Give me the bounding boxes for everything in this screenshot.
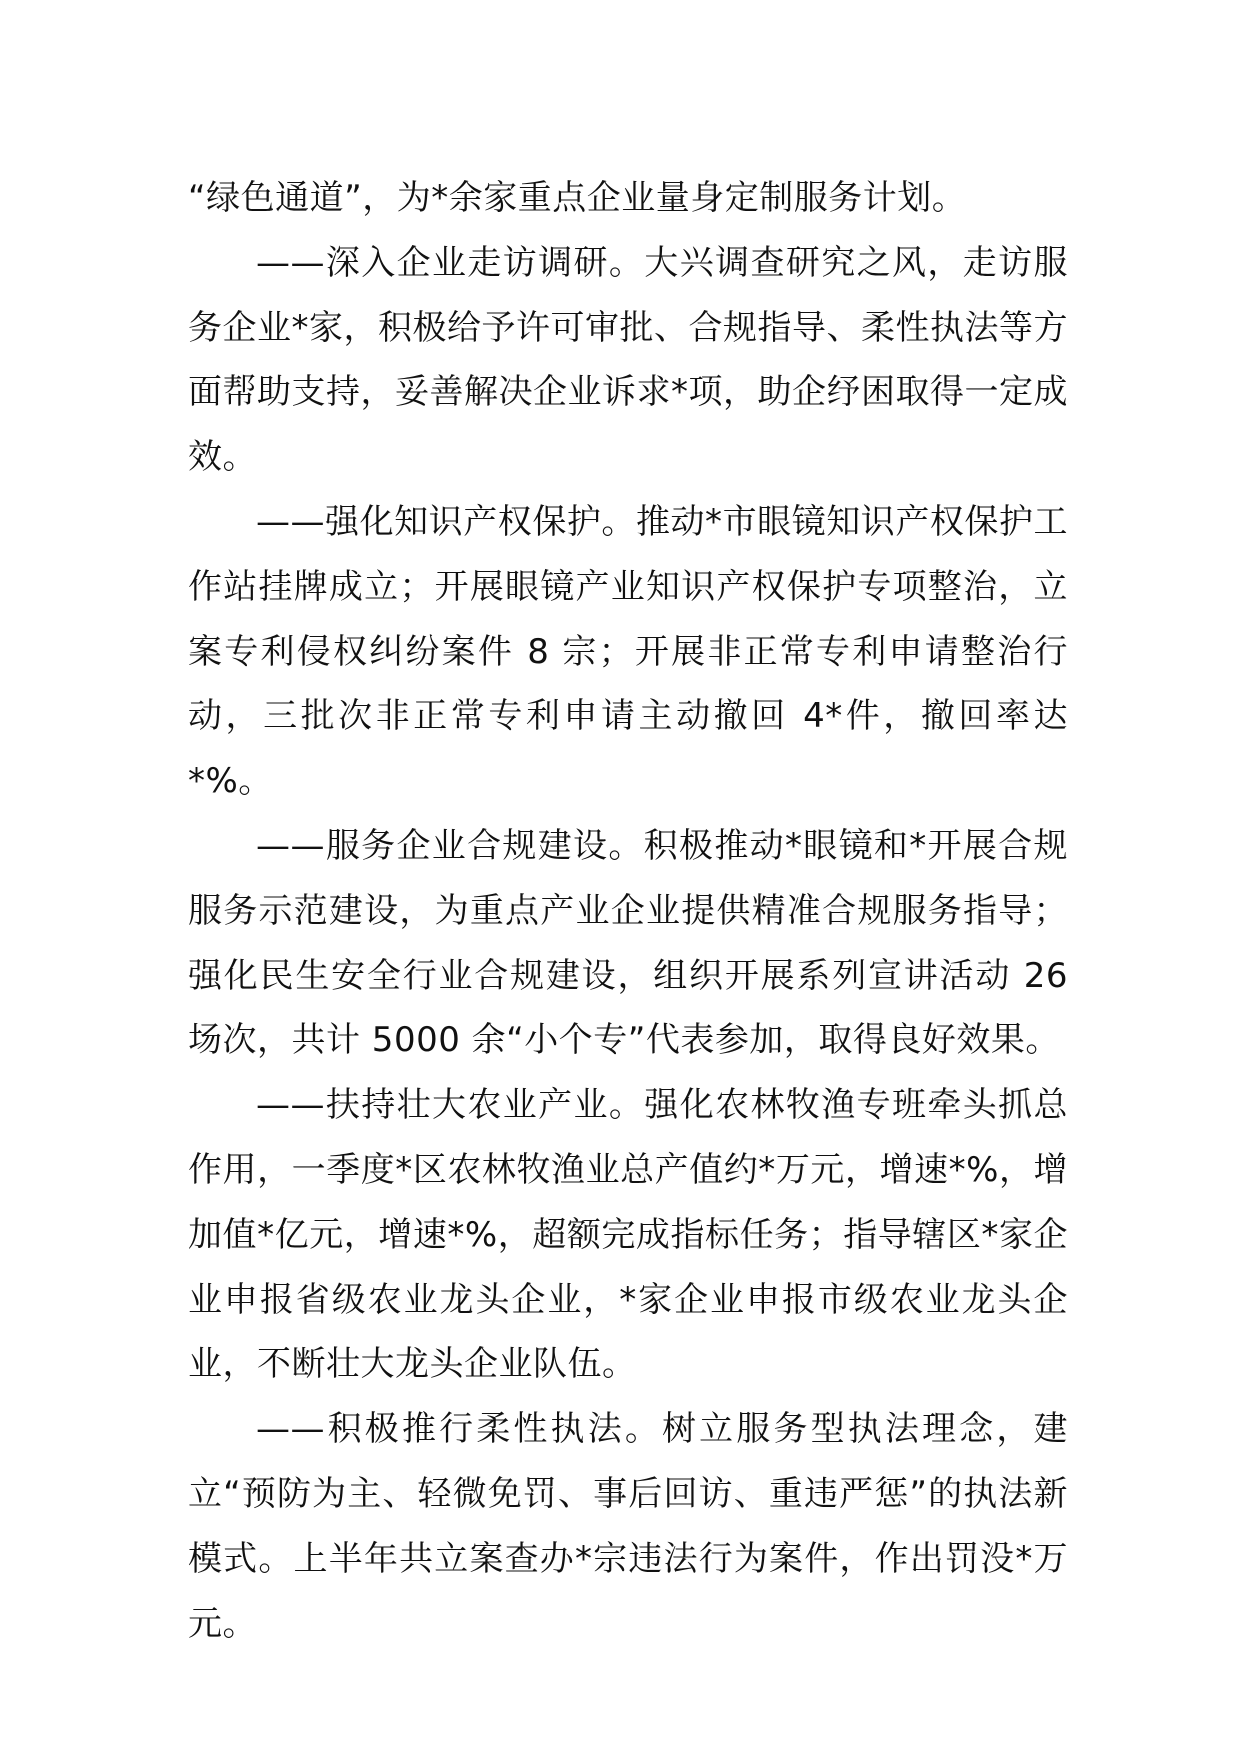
paragraph-enterprise-visits: ——深入企业走访调研。大兴调查研究之风，走访服务企业*家，积极给予许可审批、合规指导、柔性执法等方面帮助支持，妥善解决企业诉求*项，助企纾困取得一定成效。	[188, 242, 1068, 478]
paragraph-ip-protection: ——强化知识产权保护。推动*市眼镜知识产权保护工作站挂牌成立；开展眼镜产业知识产权保护专项整治，立案专利侵权纠纷案件 8 宗；开展非正常专利申请整治行动，三批次非正常专利申请主动撤回 4*件，撤回率达*%。	[188, 501, 1068, 802]
document-body	[188, 166, 1068, 1656]
paragraph-flexible-enforcement: ——积极推行柔性执法。树立服务型执法理念，建立“预防为主、轻微免罚、事后回访、重违严惩”的执法新模式。上半年共立案查办*宗违法行为案件，作出罚没*万元。	[188, 1409, 1068, 1644]
paragraph-green-channel: “绿色通道”，为*余家重点企业量身定制服务计划。	[188, 178, 967, 218]
paragraph-compliance-building: ——服务企业合规建设。积极推动*眼镜和*开展合规服务示范建设，为重点产业企业提供精准合规服务指导；强化民生安全行业合规建设，组织开展系列宣讲活动 26 场次，共计 5000 余“小个专”代表参加，取得良好效果。	[188, 825, 1068, 1061]
paragraph-agriculture-support: ——扶持壮大农业产业。强化农林牧渔专班牵头抓总作用，一季度*区农林牧渔业总产值约*万元，增速*%，增加值*亿元，增速*%，超额完成指标任务；指导辖区*家企业申报省级农业龙头企业，*家企业申报市级农业龙头企业，不断壮大龙头企业队伍。	[188, 1085, 1068, 1385]
